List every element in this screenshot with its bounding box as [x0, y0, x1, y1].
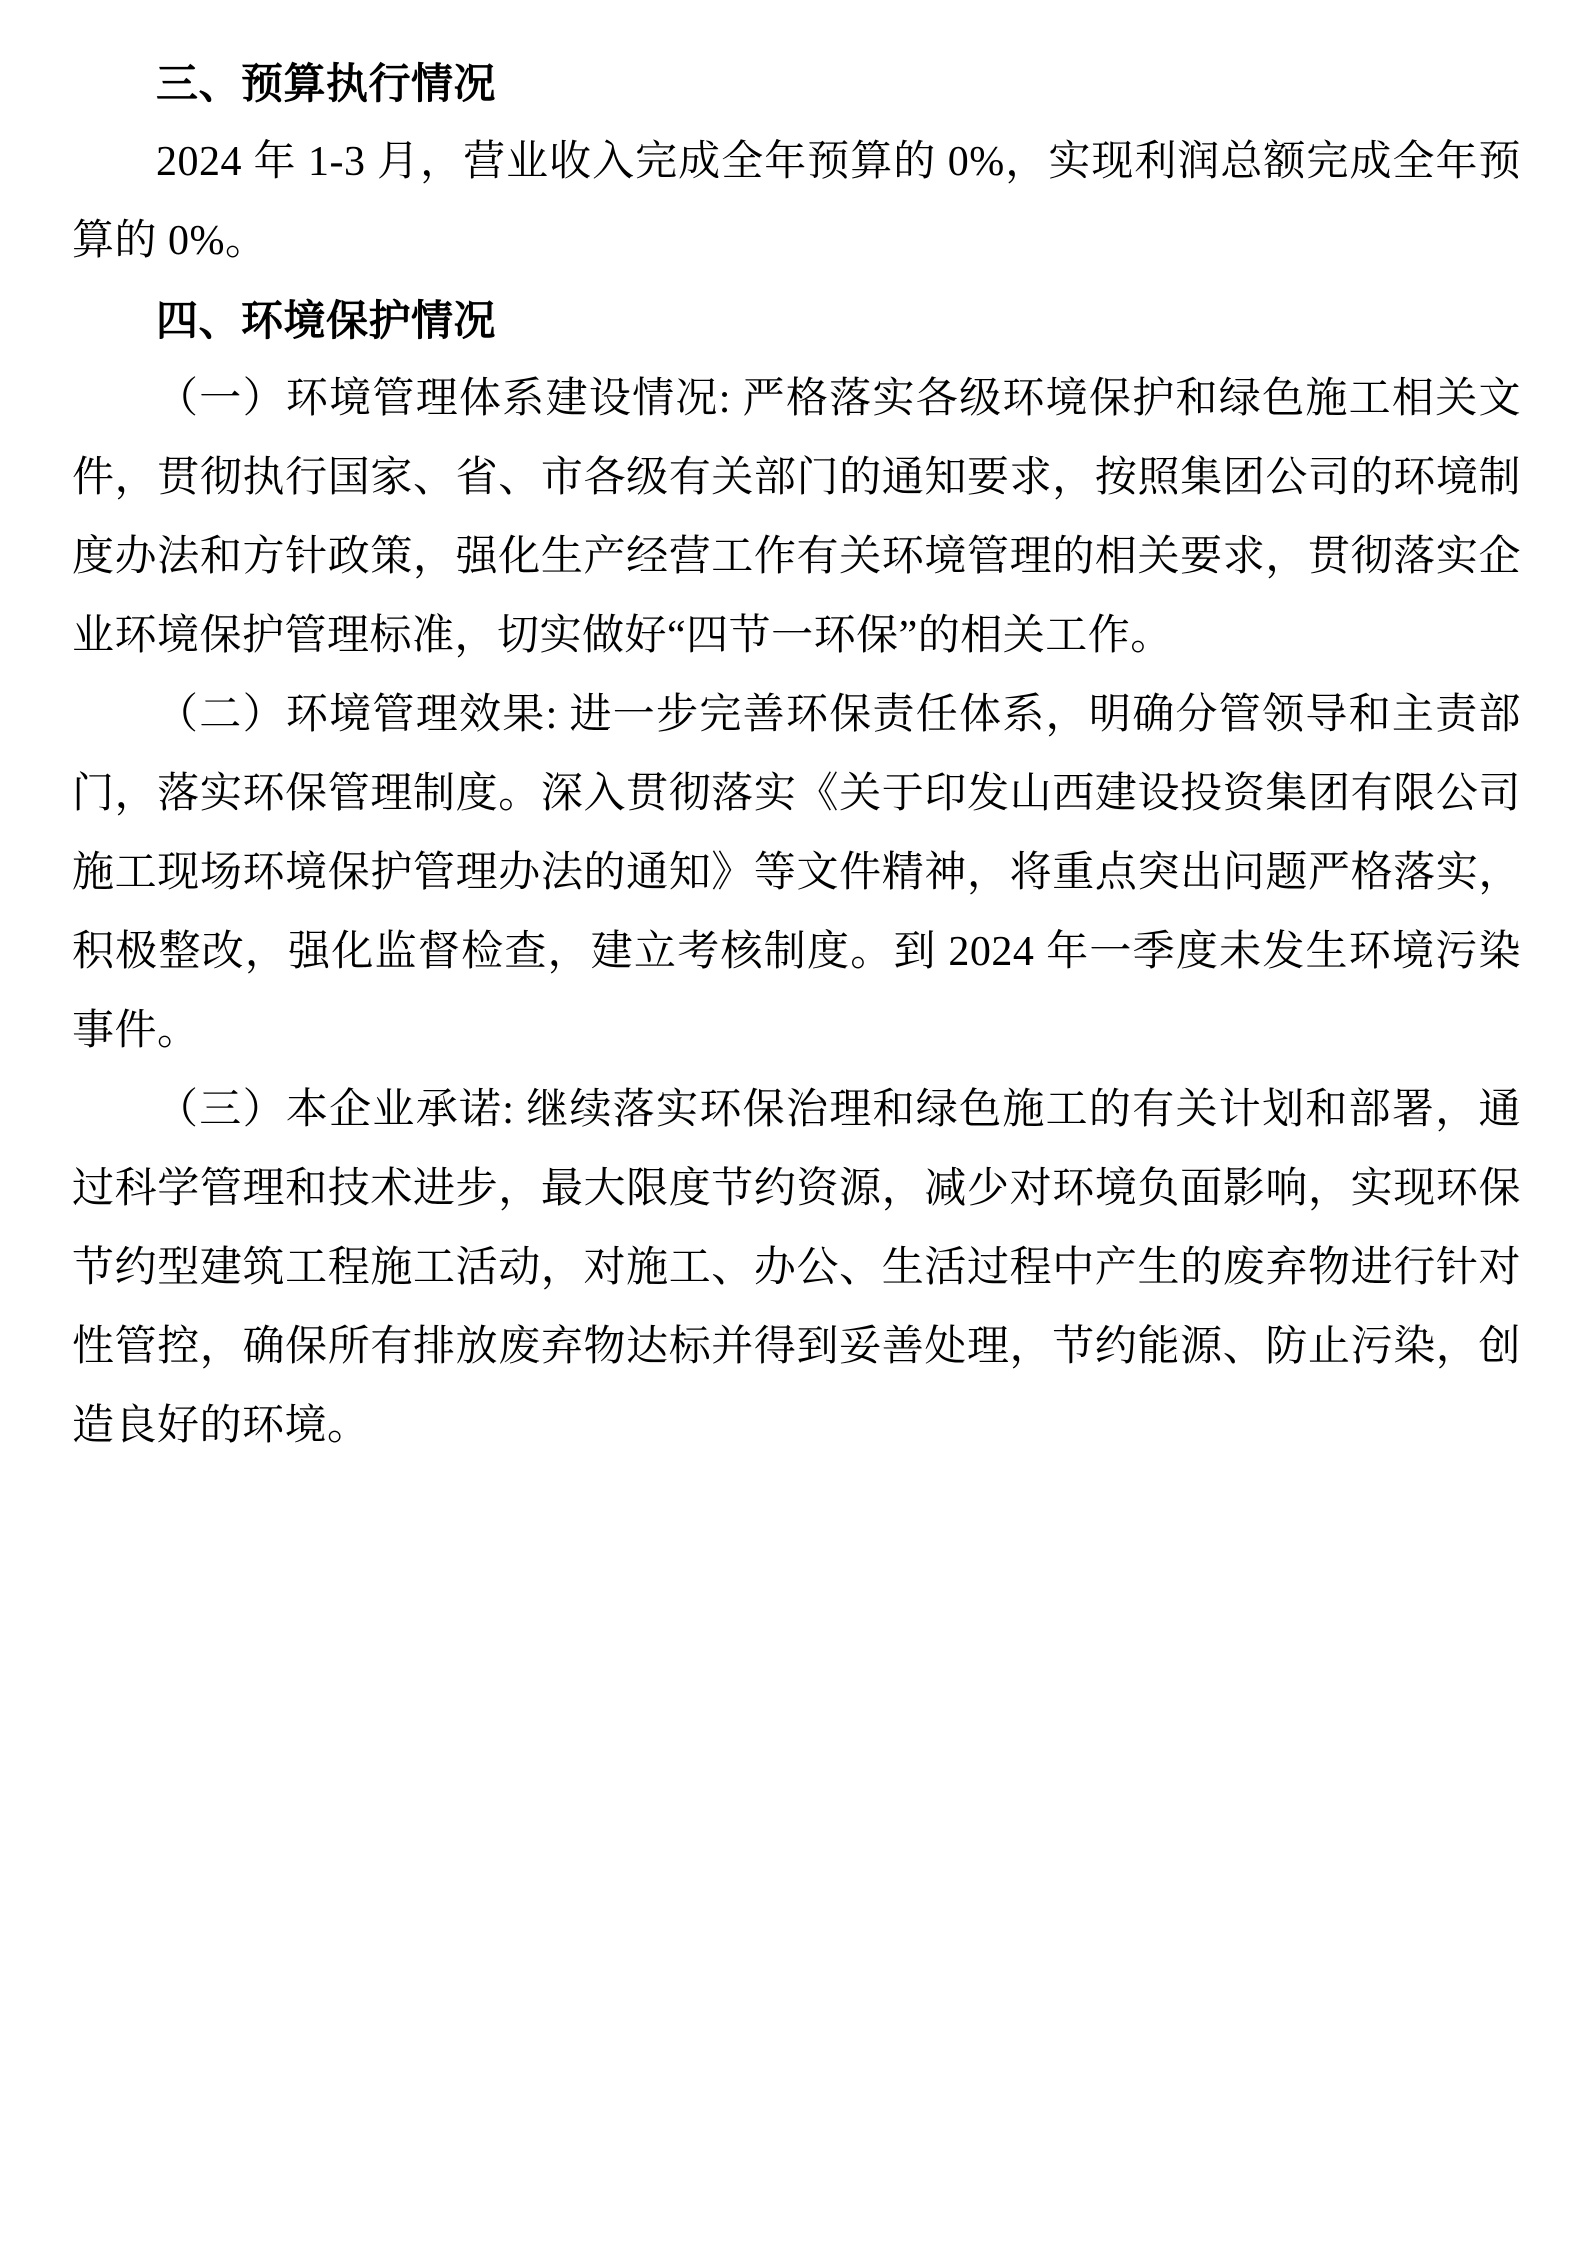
paragraph-env-management-system: （一）环境管理体系建设情况: 严格落实各级环境保护和绿色施工相关文件，贯彻执行国家、省、市各级有关部门的通知要求，按照集团公司的环境制度办法和方针政策，强化生产经营工作有关环境管理的相关要求，贯彻落实企业环境保护管理标准，切实做好“四节一环保”的相关工作。	[72, 376, 1521, 659]
heading-budget-execution: 三、预算执行情况	[156, 60, 497, 107]
paragraph-env-management-effect: （二）环境管理效果: 进一步完善环保责任体系，明确分管领导和主责部门，落实环保管理制度。深入贯彻落实《关于印发山西建设投资集团有限公司施工现场环境保护管理办法的通知》等文件精神，将重点突出问题严格落实，积极整改，强化监督检查，建立考核制度。到 2024 年一季度未发生环境污染事件。	[72, 692, 1521, 1054]
heading-environmental-protection: 四、环境保护情况	[156, 297, 497, 344]
paragraph-company-commitment: （三）本企业承诺: 继续落实环保治理和绿色施工的有关计划和部署，通过科学管理和技术进步，最大限度节约资源，减少对环境负面影响，实现环保节约型建筑工程施工活动，对施工、办公、生活过程中产生的废弃物进行针对性管控，确保所有排放废弃物达标并得到妥善处理，节约能源、防止污染，创造良好的环境。	[72, 1087, 1521, 1449]
paragraph-budget-execution: 2024 年 1-3 月，营业收入完成全年预算的 0%，实现利润总额完成全年预算的 0%。	[72, 139, 1521, 264]
